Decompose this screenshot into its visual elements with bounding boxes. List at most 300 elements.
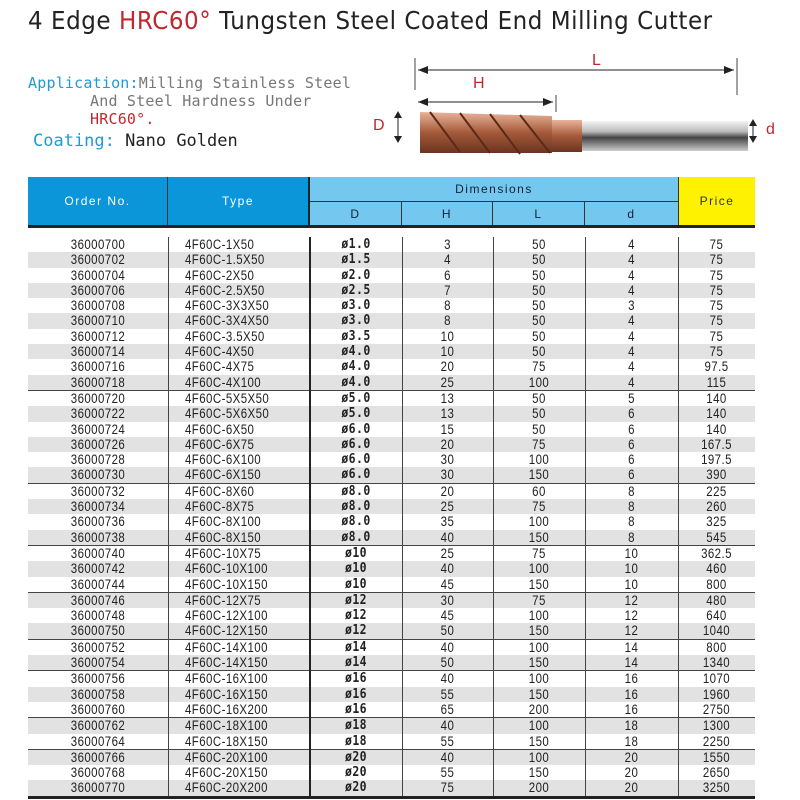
table-row	[28, 514, 755, 529]
cell-length-H: 40	[440, 639, 455, 655]
cell-length-H: 75	[440, 780, 455, 796]
table-row	[28, 329, 755, 344]
cell-length-H: 4	[444, 252, 451, 268]
cell-length-L: 100	[528, 639, 550, 655]
cell-diameter-D: ø3.0	[341, 297, 371, 314]
cell-length-L: 150	[528, 655, 550, 671]
cell-type: 4F60C-3X4X50	[185, 313, 270, 329]
cell-type: 4F60C-12X100	[185, 608, 268, 624]
cell-diameter-D: ø5.0	[341, 389, 371, 406]
cell-price: 225	[706, 483, 727, 499]
coating-label: Coating:	[33, 131, 115, 151]
cell-length-H: 3	[444, 237, 451, 252]
cell-order-no: 36000710	[70, 313, 126, 329]
table-body	[28, 237, 755, 799]
cell-length-H: 45	[440, 608, 455, 624]
cell-length-H: 30	[440, 592, 455, 608]
cell-order-no: 36000758	[70, 686, 126, 702]
cell-type: 4F60C-18X100	[185, 718, 268, 734]
table-row	[28, 313, 755, 328]
cell-shank-d: 6	[628, 452, 635, 468]
cell-shank-d: 12	[624, 608, 639, 624]
cell-diameter-D: ø8.0	[341, 513, 371, 530]
cell-diameter-D: ø10	[344, 560, 367, 577]
cell-diameter-D: ø3.5	[341, 327, 371, 344]
cell-length-L: 150	[528, 529, 550, 545]
header-dimensions: Dimensions	[310, 177, 678, 202]
table-row	[28, 530, 755, 545]
table-row	[28, 765, 755, 780]
cell-price: 75	[709, 298, 724, 314]
cell-length-H: 13	[440, 406, 455, 422]
cell-shank-d: 4	[628, 237, 635, 252]
cell-type: 4F60C-4X50	[185, 344, 255, 360]
cell-length-L: 60	[532, 483, 546, 499]
cell-length-H: 50	[440, 623, 455, 639]
cell-type: 4F60C-20X150	[185, 765, 268, 781]
cell-length-L: 100	[528, 561, 550, 577]
cell-length-H: 10	[440, 344, 455, 360]
table-row	[28, 268, 755, 283]
cell-order-no: 36000768	[70, 765, 126, 781]
header-L: L	[493, 202, 585, 225]
cell-length-H: 35	[440, 514, 455, 530]
cell-length-L: 100	[528, 608, 550, 624]
cell-shank-d: 10	[624, 561, 639, 577]
cell-diameter-D: ø12	[344, 607, 367, 624]
cell-order-no: 36000750	[70, 623, 126, 639]
cell-shank-d: 12	[624, 623, 639, 639]
application-label: Application:	[28, 74, 139, 92]
cell-price: 325	[706, 514, 727, 530]
cell-diameter-D: ø1.0	[341, 236, 371, 252]
cell-order-no: 36000748	[70, 608, 126, 624]
cell-length-L: 75	[532, 499, 546, 515]
cell-length-L: 50	[532, 237, 546, 252]
cell-type: 4F60C-12X150	[185, 623, 268, 639]
table-row	[28, 390, 755, 406]
cell-order-no: 36000730	[70, 467, 126, 483]
cell-length-L: 200	[528, 701, 550, 717]
cell-type: 4F60C-10X150	[185, 576, 268, 592]
cell-shank-d: 4	[628, 282, 635, 298]
cell-order-no: 36000770	[70, 780, 126, 796]
cell-length-H: 10	[440, 328, 455, 344]
cell-order-no: 36000764	[70, 733, 126, 749]
cell-diameter-D: ø6.0	[341, 420, 371, 437]
application-line: HRC60°.	[90, 110, 155, 128]
cell-diameter-D: ø4.0	[341, 343, 371, 360]
cell-order-no: 36000700	[70, 237, 126, 252]
table-row	[28, 687, 755, 702]
cell-length-L: 75	[532, 359, 546, 375]
cell-length-H: 30	[440, 467, 455, 483]
table-row	[28, 592, 755, 608]
cell-shank-d: 8	[628, 499, 635, 515]
cell-price: 75	[709, 344, 724, 360]
cell-price: 2250	[702, 733, 731, 749]
cell-shank-d: 20	[624, 765, 639, 781]
cell-type: 4F60C-5X5X50	[185, 390, 270, 406]
header-price: Price	[678, 177, 755, 225]
cell-length-L: 50	[532, 421, 546, 437]
cell-order-no: 36000722	[70, 406, 126, 422]
H-label: H	[473, 75, 485, 92]
cell-type: 4F60C-1X50	[185, 237, 255, 252]
cell-length-L: 100	[528, 671, 550, 687]
table-row	[28, 237, 755, 252]
table-row	[28, 283, 755, 298]
cell-shank-d: 16	[624, 701, 639, 717]
cell-length-H: 40	[440, 718, 455, 734]
cell-length-L: 150	[528, 733, 550, 749]
cell-type: 4F60C-14X100	[185, 639, 268, 655]
cell-diameter-D: ø20	[344, 748, 367, 765]
table-row	[28, 375, 755, 390]
table-row	[28, 406, 755, 421]
cell-length-H: 25	[440, 374, 455, 390]
cell-type: 4F60C-3X3X50	[185, 298, 270, 314]
cell-shank-d: 4	[628, 313, 635, 329]
cell-length-H: 40	[440, 671, 455, 687]
table-row	[28, 483, 755, 499]
cell-price: 1960	[702, 686, 731, 702]
cell-price: 800	[706, 639, 727, 655]
cell-shank-d: 4	[628, 252, 635, 268]
cell-order-no: 36000718	[70, 374, 126, 390]
cell-type: 4F60C-1.5X50	[185, 252, 265, 268]
cell-diameter-D: ø4.0	[341, 373, 371, 390]
cell-shank-d: 4	[628, 374, 635, 390]
cell-diameter-D: ø6.0	[341, 435, 371, 452]
cell-type: 4F60C-4X75	[185, 359, 255, 375]
cell-length-L: 150	[528, 765, 550, 781]
cell-order-no: 36000712	[70, 328, 126, 344]
table-row	[28, 437, 755, 452]
cell-shank-d: 8	[628, 529, 635, 545]
cell-shank-d: 4	[628, 359, 635, 375]
cell-shank-d: 14	[624, 639, 639, 655]
cell-shank-d: 12	[624, 592, 639, 608]
cell-order-no: 36000760	[70, 701, 126, 717]
cell-price: 197.5	[701, 452, 732, 468]
cell-order-no: 36000752	[70, 639, 126, 655]
cell-shank-d: 6	[628, 436, 635, 452]
cell-length-L: 100	[528, 749, 550, 765]
cell-shank-d: 4	[628, 344, 635, 360]
end-mill-diagram	[360, 50, 800, 160]
table-row	[28, 639, 755, 655]
cell-length-L: 150	[528, 623, 550, 639]
cell-order-no: 36000702	[70, 252, 126, 268]
table-row	[28, 734, 755, 749]
cell-diameter-D: ø4.0	[341, 358, 371, 375]
header-H: H	[402, 202, 493, 225]
application-info	[28, 74, 351, 128]
cell-length-L: 75	[532, 592, 546, 608]
cell-length-H: 30	[440, 452, 455, 468]
header-type: Type	[168, 177, 310, 225]
cell-length-H: 20	[440, 436, 455, 452]
cell-shank-d: 16	[624, 671, 639, 687]
cell-length-L: 150	[528, 686, 550, 702]
cell-shank-d: 6	[628, 406, 635, 422]
cell-type: 4F60C-16X100	[185, 671, 268, 687]
cell-type: 4F60C-16X200	[185, 701, 268, 717]
cell-type: 4F60C-14X150	[185, 655, 268, 671]
cell-diameter-D: ø6.0	[341, 466, 371, 483]
cell-diameter-D: ø16	[344, 670, 367, 687]
cell-length-H: 15	[440, 421, 455, 437]
cell-length-L: 50	[532, 267, 546, 283]
coating-value: Nano Golden	[125, 131, 238, 151]
cell-price: 97.5	[704, 359, 729, 375]
table-row	[28, 702, 755, 717]
cell-shank-d: 18	[624, 733, 639, 749]
cell-length-H: 8	[444, 298, 451, 314]
cell-type: 4F60C-6X75	[185, 436, 255, 452]
cell-diameter-D: ø12	[344, 622, 367, 639]
cell-length-H: 25	[440, 545, 455, 561]
cell-shank-d: 4	[628, 267, 635, 283]
cell-price: 75	[709, 237, 724, 252]
cell-price: 3250	[702, 780, 731, 796]
cell-order-no: 36000766	[70, 749, 126, 765]
cell-diameter-D: ø8.0	[341, 482, 371, 499]
cell-price: 1070	[702, 671, 731, 687]
cell-length-H: 40	[440, 749, 455, 765]
cell-order-no: 36000754	[70, 655, 126, 671]
application-line: Milling Stainless Steel	[138, 74, 352, 92]
cell-price: 800	[706, 576, 727, 592]
cell-type: 4F60C-2.5X50	[185, 282, 265, 298]
table-row	[28, 359, 755, 374]
page-title	[28, 6, 713, 35]
cell-diameter-D: ø14	[344, 654, 367, 671]
cell-type: 4F60C-5X6X50	[185, 406, 270, 422]
cell-length-H: 55	[440, 686, 455, 702]
cell-price: 75	[709, 267, 724, 283]
cell-diameter-D: ø1.5	[341, 251, 371, 268]
cell-price: 1300	[702, 718, 731, 734]
L-label: L	[592, 52, 601, 69]
cell-price: 140	[706, 406, 727, 422]
cell-length-L: 100	[528, 718, 550, 734]
cell-diameter-D: ø6.0	[341, 451, 371, 468]
cell-type: 4F60C-8X100	[185, 514, 262, 530]
cell-price: 480	[706, 592, 727, 608]
cell-price: 260	[706, 499, 727, 515]
cell-diameter-D: ø18	[344, 732, 367, 749]
cell-price: 75	[709, 313, 724, 329]
cell-diameter-D: ø8.0	[341, 528, 371, 545]
cell-shank-d: 20	[624, 749, 639, 765]
cell-length-L: 50	[532, 298, 546, 314]
cell-type: 4F60C-6X100	[185, 452, 262, 468]
cell-diameter-D: ø3.0	[341, 312, 371, 329]
cell-order-no: 36000716	[70, 359, 126, 375]
cell-shank-d: 6	[628, 467, 635, 483]
header-D: D	[310, 202, 402, 225]
cell-order-no: 36000728	[70, 452, 126, 468]
table-row	[28, 749, 755, 765]
cell-order-no: 36000746	[70, 592, 126, 608]
cell-diameter-D: ø2.0	[341, 266, 371, 283]
cell-type: 4F60C-20X200	[185, 780, 268, 796]
cell-length-L: 50	[532, 252, 546, 268]
cell-diameter-D: ø20	[344, 779, 367, 796]
cell-length-L: 50	[532, 328, 546, 344]
cell-order-no: 36000708	[70, 298, 126, 314]
cell-length-H: 55	[440, 733, 455, 749]
cell-length-L: 150	[528, 576, 550, 592]
cell-length-L: 50	[532, 313, 546, 329]
cell-length-L: 100	[528, 452, 550, 468]
cell-shank-d: 20	[624, 780, 639, 796]
cell-length-H: 20	[440, 483, 455, 499]
cell-diameter-D: ø5.0	[341, 405, 371, 422]
cell-length-H: 40	[440, 529, 455, 545]
cell-price: 75	[709, 252, 724, 268]
cell-shank-d: 6	[628, 421, 635, 437]
product-table	[28, 177, 755, 799]
title-text: 4 Edge	[28, 6, 120, 35]
cell-diameter-D: ø10	[344, 544, 367, 561]
cell-shank-d: 8	[628, 514, 635, 530]
cell-diameter-D: ø10	[344, 575, 367, 592]
title-text-rest: Tungsten Steel Coated End Milling Cutter	[211, 6, 713, 35]
table-row	[28, 670, 755, 686]
cell-shank-d: 5	[628, 390, 635, 406]
header-d: d	[585, 202, 678, 225]
cell-order-no: 36000742	[70, 561, 126, 577]
table-row	[28, 452, 755, 467]
cell-price: 1550	[702, 749, 731, 765]
cell-shank-d: 10	[624, 576, 639, 592]
table-row	[28, 780, 755, 795]
cell-shank-d: 16	[624, 686, 639, 702]
cell-order-no: 36000726	[70, 436, 126, 452]
cell-shank-d: 8	[628, 483, 635, 499]
cell-diameter-D: ø16	[344, 685, 367, 702]
cell-length-H: 20	[440, 359, 455, 375]
cell-length-H: 6	[444, 267, 451, 283]
cell-diameter-D: ø20	[344, 764, 367, 781]
cell-price: 390	[706, 467, 727, 483]
cell-order-no: 36000736	[70, 514, 126, 530]
cell-diameter-D: ø8.0	[341, 498, 371, 515]
cell-diameter-D: ø16	[344, 700, 367, 717]
cell-type: 4F60C-20X100	[185, 749, 268, 765]
cell-type: 4F60C-3.5X50	[185, 328, 265, 344]
cell-length-H: 55	[440, 765, 455, 781]
table-row	[28, 252, 755, 267]
cell-length-L: 50	[532, 390, 546, 406]
cell-diameter-D: ø18	[344, 717, 367, 734]
cell-length-L: 75	[532, 545, 546, 561]
cell-order-no: 36000734	[70, 499, 126, 515]
cell-shank-d: 3	[628, 298, 635, 314]
cell-type: 4F60C-2X50	[185, 267, 255, 283]
table-header	[28, 177, 755, 228]
cell-diameter-D: ø12	[344, 591, 367, 608]
header-order-no: Order No.	[28, 177, 168, 225]
cell-order-no: 36000744	[70, 576, 126, 592]
cell-price: 640	[706, 608, 727, 624]
cell-type: 4F60C-16X150	[185, 686, 268, 702]
cell-length-H: 8	[444, 313, 451, 329]
cell-price: 2750	[702, 701, 731, 717]
cell-price: 460	[706, 561, 727, 577]
table-row	[28, 298, 755, 313]
cell-length-L: 150	[528, 467, 550, 483]
title-hrc: HRC60°	[119, 6, 212, 35]
cell-order-no: 36000738	[70, 529, 126, 545]
cell-length-H: 7	[444, 282, 451, 298]
table-row	[28, 561, 755, 576]
cell-price: 140	[706, 421, 727, 437]
cell-order-no: 36000756	[70, 671, 126, 687]
cell-length-L: 200	[528, 780, 550, 796]
cell-shank-d: 18	[624, 718, 639, 734]
cell-type: 4F60C-8X150	[185, 529, 262, 545]
cell-length-L: 100	[528, 374, 550, 390]
table-row	[28, 577, 755, 592]
table-row	[28, 608, 755, 623]
cell-type: 4F60C-12X75	[185, 592, 262, 608]
cell-type: 4F60C-8X60	[185, 483, 255, 499]
cell-length-H: 13	[440, 390, 455, 406]
cell-price: 167.5	[701, 436, 732, 452]
cell-length-H: 50	[440, 655, 455, 671]
cell-length-L: 50	[532, 282, 546, 298]
cell-type: 4F60C-6X150	[185, 467, 262, 483]
table-row	[28, 422, 755, 437]
D-label: D	[373, 117, 385, 134]
application-line: And Steel Hardness Under	[90, 92, 312, 110]
cell-length-L: 100	[528, 514, 550, 530]
cell-price: 1040	[702, 623, 731, 639]
cell-price: 362.5	[701, 545, 732, 561]
cell-order-no: 36000762	[70, 718, 126, 734]
coating-info	[33, 131, 238, 151]
table-row	[28, 545, 755, 561]
table-row	[28, 467, 755, 482]
cell-order-no: 36000724	[70, 421, 126, 437]
cell-price: 1340	[702, 655, 731, 671]
cell-type: 4F60C-18X150	[185, 733, 268, 749]
cell-type: 4F60C-6X50	[185, 421, 255, 437]
cell-order-no: 36000704	[70, 267, 126, 283]
cell-type: 4F60C-4X100	[185, 374, 262, 390]
cell-price: 115	[706, 374, 727, 390]
table-row	[28, 717, 755, 733]
cell-diameter-D: ø2.5	[341, 281, 371, 298]
cell-price: 140	[706, 390, 727, 406]
cell-diameter-D: ø14	[344, 638, 367, 655]
cell-price: 545	[706, 529, 727, 545]
cell-length-L: 50	[532, 406, 546, 422]
cell-length-L: 75	[532, 436, 546, 452]
table-row	[28, 623, 755, 638]
cell-length-H: 25	[440, 499, 455, 515]
cell-shank-d: 4	[628, 328, 635, 344]
d-label: d	[766, 121, 775, 138]
cell-shank-d: 10	[624, 545, 639, 561]
cell-price: 2650	[702, 765, 731, 781]
cell-price: 75	[709, 328, 724, 344]
cell-type: 4F60C-8X75	[185, 499, 255, 515]
